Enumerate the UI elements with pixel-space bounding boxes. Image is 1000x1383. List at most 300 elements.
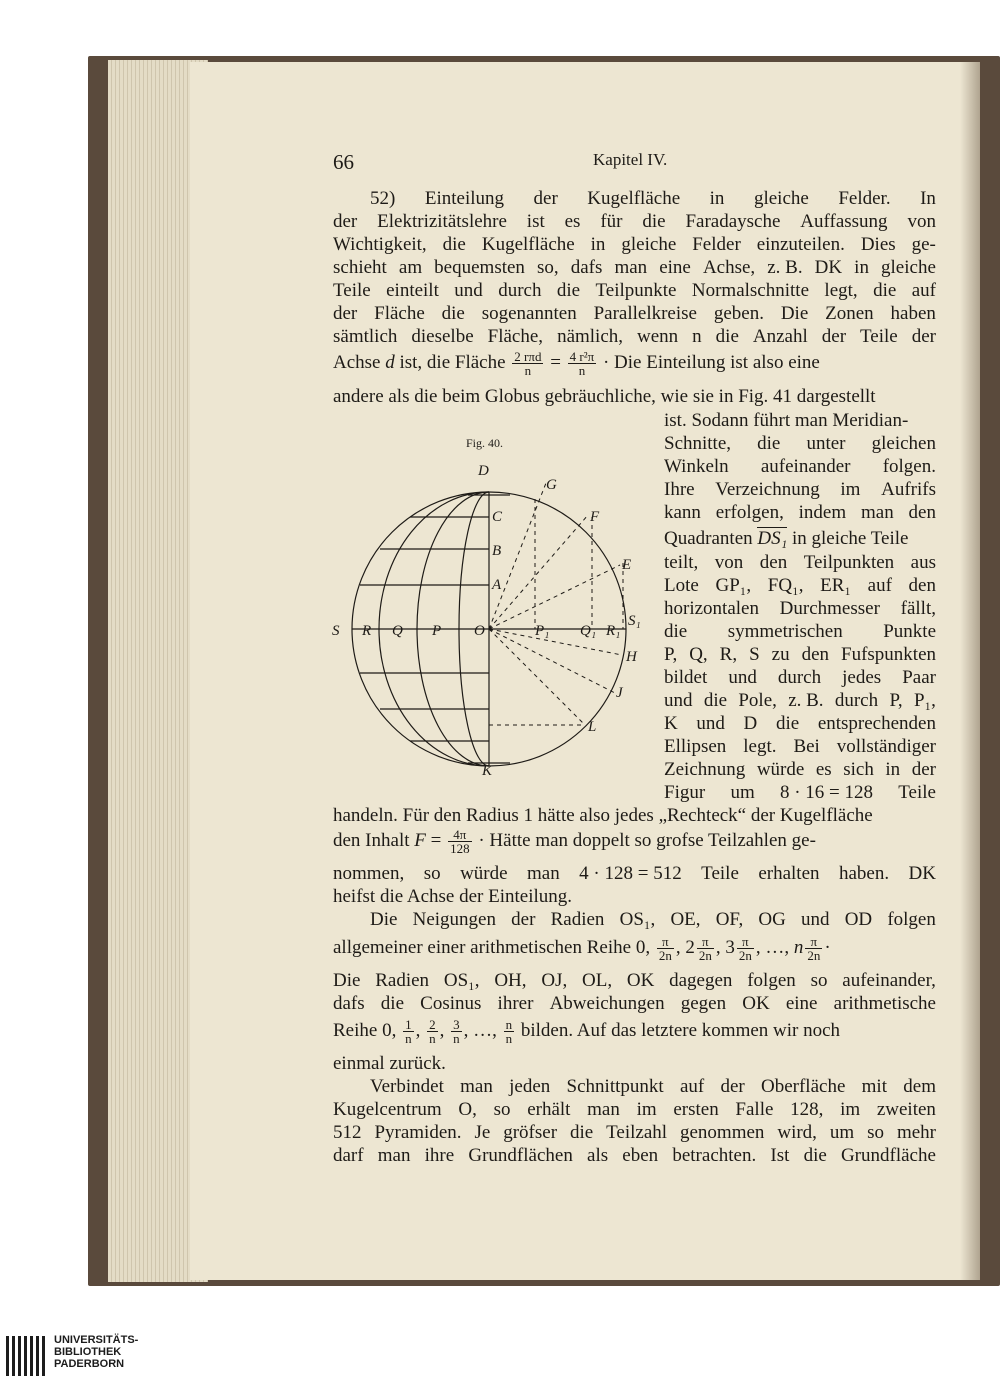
word: haben.: [838, 863, 890, 884]
text-line: [370, 1075, 936, 1098]
sphere-diagram: [330, 455, 660, 785]
word: man: [860, 502, 894, 523]
word: die: [556, 280, 581, 301]
word: ist: [526, 211, 545, 232]
word: P₁,: [913, 690, 936, 711]
word: Oberfläche: [761, 1076, 846, 1097]
text-line: [333, 1121, 936, 1144]
word: so,: [537, 257, 559, 278]
word: Grundflächen: [468, 1145, 573, 1166]
label-R1: R₁: [606, 623, 621, 639]
word: n: [692, 326, 702, 347]
word: Felder.: [838, 188, 891, 209]
word: Verzeichnung: [715, 479, 820, 500]
word: auf: [867, 575, 892, 596]
text-line: heifst die Achse der Einteilung.: [333, 886, 573, 907]
word: in: [854, 257, 869, 278]
text-line: [333, 233, 936, 256]
word: durch: [777, 667, 822, 688]
word: Fläche: [374, 303, 425, 324]
fraction: $\frac{\pi}{2n}$: [738, 934, 752, 963]
text-line: [664, 758, 936, 781]
word: die: [442, 234, 466, 255]
word: man: [527, 863, 560, 884]
word: in: [590, 234, 606, 255]
word: kann: [664, 502, 701, 523]
text-line: [333, 325, 936, 348]
word: Radien: [375, 970, 430, 991]
text-line-formula: Reihe 0, $\frac{1}{n}$ , $\frac{2}{n}$ , $\frac{3}{n}$ , …, $\frac{n}{n}$ bilden. Auf das letztere kommen wir noch: [333, 1017, 841, 1046]
word: folgen.: [882, 456, 936, 477]
word: man: [587, 1099, 620, 1120]
word: OG: [758, 909, 786, 930]
word: Faradaysche: [685, 211, 781, 232]
label-P: P: [432, 623, 442, 639]
word: erhält: [527, 1099, 571, 1120]
word: legt.: [743, 736, 777, 757]
word: Die: [333, 970, 361, 991]
logo-line-3: PADERBORN: [54, 1358, 125, 1370]
word: Kugelfläche: [481, 234, 575, 255]
fraction: $\frac{4\pi}{128}$: [450, 827, 470, 856]
label-J: J: [616, 685, 623, 701]
word: und: [664, 690, 693, 711]
word: Dies: [860, 234, 896, 255]
word: sämtlich: [333, 326, 398, 347]
text-line: [333, 302, 936, 325]
word: fällt,: [900, 598, 936, 619]
word: Durchmesser: [779, 598, 880, 619]
word: dafs: [333, 993, 365, 1014]
word: Zonen: [825, 303, 874, 324]
fraction: $\frac{\pi}{2n}$: [698, 934, 712, 963]
word: folgen: [747, 970, 796, 991]
word: der: [533, 188, 558, 209]
text-line: [664, 712, 936, 735]
text-line: ist. Sodann führt man Meridian-: [664, 410, 909, 431]
word: so: [423, 863, 441, 884]
text-line: [664, 666, 936, 689]
label-L: L: [588, 719, 597, 735]
word: Wichtigkeit,: [333, 234, 427, 255]
word: Pole,: [738, 690, 777, 711]
text-line-formula: Achse d ist, die Fläche $\frac{\text{2 rπd}}{n}$ = $\frac{\text{4 r²π}}{n}$ · Die Einteilung ist also eine: [333, 349, 820, 378]
word: arithmetische: [833, 993, 936, 1014]
fraction: $\frac{1}{n}$: [405, 1017, 412, 1046]
word: ihrer: [497, 993, 534, 1014]
word: S: [749, 644, 760, 665]
word: wenn: [637, 326, 679, 347]
word: indem: [798, 502, 847, 523]
word: Ist: [770, 1145, 790, 1166]
word: für: [600, 211, 623, 232]
word: genommen: [679, 1122, 765, 1143]
word: wird,: [777, 1122, 817, 1143]
word: den: [801, 644, 830, 665]
word: ersten: [673, 1099, 719, 1120]
word: geben.: [713, 303, 764, 324]
text-line: [370, 187, 936, 210]
text-line: [333, 992, 936, 1015]
word: um: [829, 1122, 855, 1143]
word: gröfser: [503, 1122, 558, 1143]
label-G: G: [546, 477, 557, 493]
word: GP₁,: [715, 575, 752, 596]
word: von: [907, 211, 936, 232]
label-H: H: [626, 649, 637, 665]
word: als: [587, 1145, 609, 1166]
word: den: [908, 575, 936, 596]
label-C: C: [492, 509, 503, 525]
word: Lote: [664, 575, 699, 596]
text-line: [333, 969, 936, 992]
chapter-title: Kapitel IV.: [593, 150, 668, 169]
word: D: [743, 713, 758, 734]
word: und: [728, 667, 757, 688]
text-line-formula: den Inhalt F = $\frac{4\pi}{128}$ · Hätte man doppelt so grofse Teilzahlen ge-: [333, 827, 816, 856]
text-line: [333, 1144, 936, 1167]
word: O,: [458, 1099, 477, 1120]
word: Teile: [898, 782, 936, 803]
word: die: [757, 433, 781, 454]
word: so: [867, 1122, 884, 1143]
word: Bei: [793, 736, 820, 757]
word: zu: [771, 644, 790, 665]
word: der: [720, 1076, 745, 1097]
word: den: [908, 502, 936, 523]
label-S: S: [332, 623, 340, 639]
word: der: [333, 303, 358, 324]
word: Verbindet: [370, 1076, 444, 1097]
word: ER₁: [820, 575, 851, 596]
logo-line-1: UNIVERSITÄTS-: [54, 1334, 139, 1346]
word: P,: [664, 644, 678, 665]
word: erfolgen,: [715, 502, 784, 523]
gutter-shadow: [960, 62, 980, 1280]
word: die: [715, 326, 739, 347]
word: dieselbe: [411, 326, 474, 347]
label-D: D: [478, 463, 489, 479]
word: Winkeln: [664, 456, 729, 477]
figure-caption: Fig. 40.: [466, 436, 504, 450]
word: OE,: [670, 909, 701, 930]
text-line: [664, 689, 936, 712]
word: symmetrischen: [727, 621, 843, 642]
word: im: [636, 1099, 657, 1120]
word: Einteilung: [424, 188, 504, 209]
word: auf: [679, 1076, 705, 1097]
word: FQ₁,: [767, 575, 804, 596]
text-line: [333, 279, 936, 302]
word: und: [801, 909, 830, 930]
word: auf: [911, 280, 936, 301]
word: 512: [333, 1122, 362, 1143]
label-R: R: [362, 623, 372, 639]
word: dagegen: [669, 970, 733, 991]
word: Schnittpunkt: [566, 1076, 664, 1097]
word: legt,: [824, 280, 858, 301]
word: OF,: [715, 909, 744, 930]
word: R,: [719, 644, 738, 665]
word: Grundfläche: [840, 1145, 936, 1166]
label-O: O: [474, 623, 485, 639]
label-E: E: [622, 557, 632, 573]
word: den: [759, 552, 788, 573]
word: OS₁,: [619, 909, 656, 930]
word: aufeinander: [760, 456, 851, 477]
word: gleichen: [871, 433, 936, 454]
word: in: [709, 188, 725, 209]
text-line: [664, 574, 936, 597]
word: 52): [370, 188, 396, 209]
word: Teilpunkte: [595, 280, 677, 301]
library-logo-icon: [6, 1336, 46, 1376]
word: in: [885, 759, 901, 780]
word: Kugelcentrum: [333, 1099, 442, 1120]
word: die: [873, 280, 897, 301]
word: schieht: [333, 257, 387, 278]
word: Ellipsen: [664, 736, 727, 757]
word: der: [821, 326, 847, 347]
text-line: [333, 862, 936, 885]
text-line: [664, 643, 936, 666]
library-logo: [0, 1328, 1000, 1383]
word: Die: [780, 303, 809, 324]
text-line: [664, 735, 936, 758]
word: teilt,: [664, 552, 699, 573]
word: die: [380, 993, 405, 1014]
text-line: [664, 478, 936, 501]
text-line: Quadranten DS₁ in gleiche Teile: [664, 528, 909, 549]
word: dem: [903, 1076, 936, 1097]
word: eine: [785, 993, 818, 1014]
text-line: [664, 455, 936, 478]
page-number: 66: [333, 150, 354, 174]
word: im: [840, 479, 861, 500]
word: Falle: [735, 1099, 774, 1120]
text-line: [664, 551, 936, 574]
text-line: andere als die beim Globus gebräuchliche, wie sie in Fig. 41 dargestellt: [333, 386, 876, 407]
fraction: $\frac{2}{n}$: [429, 1017, 436, 1046]
word: gleiche: [621, 234, 677, 255]
label-P1: P₁: [535, 623, 550, 639]
word: Paar: [902, 667, 936, 688]
word: so: [493, 1099, 511, 1120]
word: Kugelfläche: [587, 188, 681, 209]
word: und: [696, 713, 725, 734]
fraction: $\frac{\text{4 r²π}}{n}$: [569, 349, 595, 378]
word: Anzahl: [752, 326, 808, 347]
word: die: [664, 621, 688, 642]
word: durch: [834, 690, 879, 711]
word: OH,: [494, 970, 527, 991]
dashed-radii: [489, 483, 623, 725]
word: 8 · 16 = 128: [779, 782, 874, 803]
word: Figur: [664, 782, 706, 803]
label-Q: Q: [392, 623, 403, 639]
word: Elektrizitätslehre: [377, 211, 507, 232]
word: mit: [861, 1076, 887, 1097]
text-line: handeln. Für den Radius 1 hätte also jedes „Rechteck“ der Kugelfläche: [333, 805, 873, 826]
word: Abweichungen: [549, 993, 665, 1014]
word: man: [460, 1076, 493, 1097]
logo-line-2: BIBLIOTHEK: [54, 1346, 122, 1358]
text-line: [664, 501, 936, 524]
word: der: [511, 909, 536, 930]
word: entsprechenden: [817, 713, 936, 734]
word: Neigungen: [412, 909, 496, 930]
word: zweiten: [876, 1099, 936, 1120]
word: erhalten: [758, 863, 820, 884]
word: Achse,: [702, 257, 756, 278]
word: Teile: [333, 280, 371, 301]
word: Teilzahl: [606, 1122, 668, 1143]
word: am: [398, 257, 423, 278]
word: Parallelkreise: [593, 303, 697, 324]
word: aus: [910, 552, 936, 573]
word: OL,: [582, 970, 613, 991]
word: mehr: [896, 1122, 936, 1143]
word: In: [920, 188, 936, 209]
word: der: [333, 211, 358, 232]
word: Aufrifs: [881, 479, 936, 500]
word: würde: [756, 759, 805, 780]
word: Felder: [692, 234, 741, 255]
word: darf: [333, 1145, 364, 1166]
label-Q1: Q₁: [580, 623, 597, 639]
word: Zeichnung: [664, 759, 746, 780]
word: durch: [498, 280, 542, 301]
text-line: [664, 597, 936, 620]
word: sogenannten: [481, 303, 577, 324]
word: einteilt: [386, 280, 439, 301]
word: der: [911, 759, 936, 780]
word: aufeinander,: [842, 970, 936, 991]
word: bequemsten: [434, 257, 525, 278]
word: und: [454, 280, 483, 301]
word: OK: [626, 970, 655, 991]
word: OD: [844, 909, 873, 930]
word: die: [569, 1122, 594, 1143]
word: OS₁,: [443, 970, 480, 991]
fraction: $\frac{n}{n}$: [505, 1017, 513, 1046]
word: Teile: [860, 326, 898, 347]
word: im: [840, 1099, 861, 1120]
word: Fufspunkten: [841, 644, 936, 665]
fraction: $\frac{\pi}{2n}$: [807, 934, 821, 963]
word: Ihre: [664, 479, 695, 500]
word: Auffassung: [800, 211, 888, 232]
word: dafs: [570, 257, 603, 278]
word: eine: [659, 257, 691, 278]
fraction: $\frac{\text{2 rπd}}{n}$: [514, 349, 542, 378]
word: 128,: [790, 1099, 824, 1120]
word: P,: [889, 690, 903, 711]
word: unter: [806, 433, 846, 454]
word: man: [614, 257, 648, 278]
text-line: einmal zurück.: [333, 1053, 446, 1074]
word: die: [441, 303, 465, 324]
word: Q,: [689, 644, 708, 665]
word: z. B.: [767, 257, 803, 278]
word: die: [642, 211, 666, 232]
word: einzuteilen.: [756, 234, 845, 255]
label-S1: S₁: [628, 613, 641, 629]
word: z. B.: [788, 690, 824, 711]
text-line: [370, 908, 936, 931]
text-line: [664, 432, 936, 455]
text-line: [333, 210, 936, 233]
word: folgen: [887, 909, 936, 930]
word: OK: [742, 993, 770, 1014]
word: Pyramiden.: [374, 1122, 462, 1143]
word: Normalschnitte: [691, 280, 810, 301]
text-line: [664, 620, 936, 643]
word: Teile: [701, 863, 739, 884]
word: bildet: [664, 667, 708, 688]
word: von: [714, 552, 744, 573]
word: ihre: [424, 1145, 455, 1166]
word: gegen: [680, 993, 727, 1014]
word: gleiche: [753, 188, 809, 209]
text-line: [664, 781, 936, 804]
word: Teilpunkten: [803, 552, 895, 573]
word: Die: [370, 909, 398, 930]
word: jedes: [842, 667, 882, 688]
word: nämlich,: [557, 326, 624, 347]
word: es: [815, 759, 832, 780]
label-A: A: [492, 577, 502, 593]
word: DK: [814, 257, 843, 278]
word: die: [703, 690, 728, 711]
fraction: $\frac{\pi}{2n}$: [658, 934, 672, 963]
word: vollständiger: [836, 736, 936, 757]
word: Cosinus: [420, 993, 482, 1014]
word: DK: [908, 863, 936, 884]
label-F: F: [590, 509, 600, 525]
text-line-formula: allgemeiner einer arithmetischen Reihe 0, $\frac{\pi}{2n}$ , 2 $\frac{\pi}{2n}$ , 3 $\frac{\pi}{2n}$ , …, n $\frac{\pi}{2n}$ ·: [333, 934, 831, 963]
word: OJ,: [541, 970, 568, 991]
word: Fläche,: [487, 326, 544, 347]
word: man: [377, 1145, 411, 1166]
word: horizontalen: [664, 598, 759, 619]
word: die: [775, 713, 800, 734]
word: Punkte: [883, 621, 936, 642]
word: Radien: [550, 909, 605, 930]
label-K: K: [482, 763, 493, 779]
word: betrachten.: [672, 1145, 757, 1166]
word: eben: [622, 1145, 659, 1166]
fraction: $\frac{3}{n}$: [453, 1017, 460, 1046]
label-B: B: [492, 543, 502, 559]
text-line: [333, 1098, 936, 1121]
word: um: [730, 782, 755, 803]
word: jeden: [509, 1076, 551, 1097]
word: gleiche: [881, 257, 936, 278]
word: ge-: [911, 234, 936, 255]
text-line: [333, 256, 936, 279]
word: die: [803, 1145, 827, 1166]
word: Schnitte,: [664, 433, 732, 454]
word: 4 · 128 = 512: [579, 863, 682, 884]
word: würde: [460, 863, 508, 884]
word: der: [911, 326, 936, 347]
word: sich: [843, 759, 874, 780]
word: so: [810, 970, 828, 991]
word: K: [664, 713, 678, 734]
word: es: [564, 211, 581, 232]
word: haben: [890, 303, 936, 324]
